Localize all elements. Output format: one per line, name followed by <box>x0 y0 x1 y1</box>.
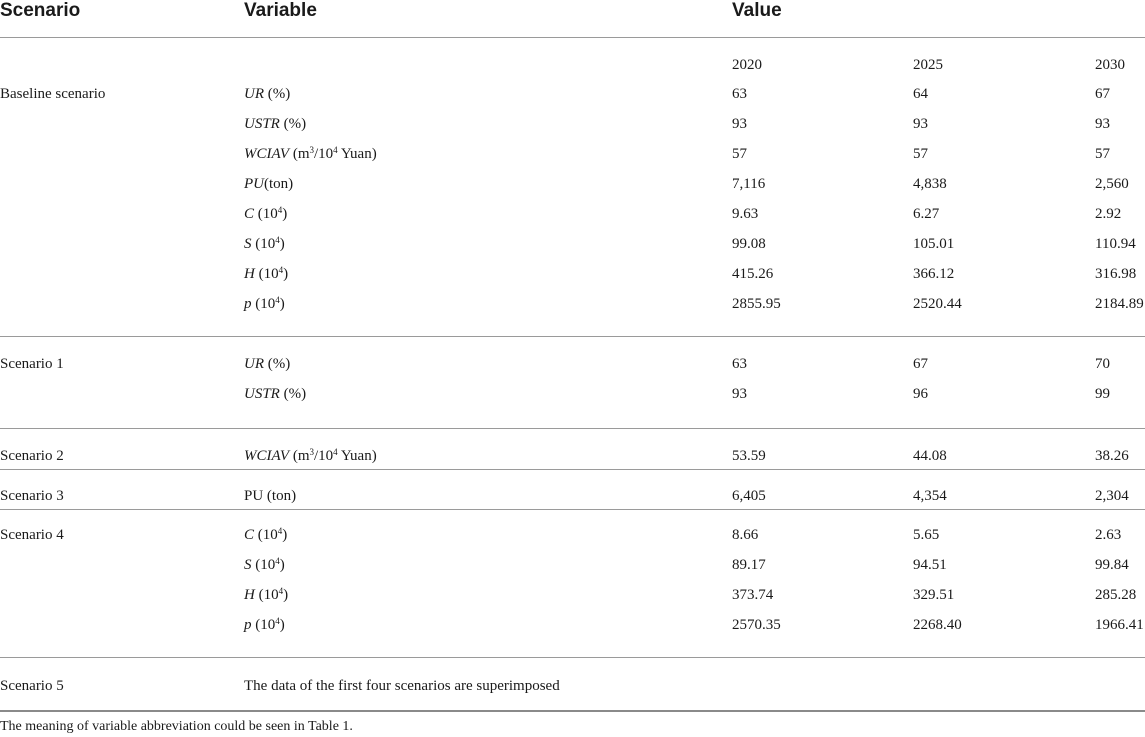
variable-unit-mid: /10 <box>314 146 334 162</box>
unit-superscript: 3 <box>309 145 314 155</box>
group-rule-3 <box>0 469 1145 470</box>
variable-unit-mid: ) <box>279 617 285 633</box>
variable-abbrev: USTR <box>244 386 280 402</box>
unit-superscript: 4 <box>277 526 283 536</box>
variable-unit: (%) <box>264 86 291 102</box>
value-cell-2020: 7,116 <box>732 176 766 192</box>
value-cell-2030: 2.63 <box>1095 527 1122 543</box>
value-cell-2030: 93 <box>1095 116 1110 132</box>
variable-abbrev: UR <box>244 86 264 102</box>
value-cell-2025: 4,354 <box>913 488 947 504</box>
value-cell-2025: 105.01 <box>913 236 955 252</box>
variable-unit-mid: ) <box>279 557 285 573</box>
value-cell-2020: 57 <box>732 146 747 162</box>
value-cell-2030: 70 <box>1095 356 1110 372</box>
variable-cell <box>244 586 288 604</box>
year-2030: 2030 <box>1095 57 1125 73</box>
unit-superscript: 4 <box>275 556 280 566</box>
unit-superscript: 4 <box>275 235 280 245</box>
table-footnote: The meaning of variable abbreviation could be seen in Table 1. <box>0 719 353 734</box>
value-cell-2020: 2570.35 <box>732 617 781 633</box>
value-cell-2025: 4,838 <box>913 176 947 192</box>
value-cell-2030: 316.98 <box>1095 266 1137 282</box>
header-scenario: Scenario <box>0 0 81 21</box>
header-value: Value <box>732 0 782 21</box>
variable-cell <box>244 295 285 313</box>
value-cell-2020: 6,405 <box>732 488 766 504</box>
group-rule-1 <box>0 336 1145 337</box>
value-cell-2025: 366.12 <box>913 266 955 282</box>
unit-superscript: 4 <box>278 265 284 275</box>
value-cell-2030: 99 <box>1095 386 1110 402</box>
variable-cell <box>244 677 560 695</box>
variable-abbrev: H <box>244 587 255 603</box>
value-cell-2020: 2855.95 <box>732 296 781 312</box>
variable-unit: (10 <box>254 587 279 603</box>
value-cell-2025: 94.51 <box>913 557 947 573</box>
variable-abbrev: C <box>244 527 255 543</box>
group-rule-5 <box>0 657 1145 658</box>
variable-abbrev: WCIAV <box>244 146 290 162</box>
group-rule-2 <box>0 428 1145 429</box>
variable-unit: (10 <box>254 527 278 543</box>
variable-abbrev: PU <box>244 176 264 192</box>
variable-cell <box>244 487 296 505</box>
variable-abbrev: C <box>244 206 255 222</box>
value-cell-2020: 99.08 <box>732 236 766 252</box>
value-cell-2030: 285.28 <box>1095 587 1137 603</box>
variable-unit-tail: Yuan) <box>337 448 377 464</box>
value-cell-2025: 2268.40 <box>913 617 962 633</box>
variable-abbrev: S <box>244 557 252 573</box>
value-cell-2020: 93 <box>732 386 747 402</box>
value-cell-2030: 38.26 <box>1095 448 1129 464</box>
variable-unit: (10 <box>254 206 278 222</box>
variable-unit-mid: ) <box>282 527 288 543</box>
scenario-cell: Scenario 1 <box>0 356 64 372</box>
variable-cell <box>244 616 285 634</box>
variable-unit-mid: ) <box>283 266 289 282</box>
unit-superscript: 4 <box>278 586 284 596</box>
variable-unit-mid: ) <box>282 206 288 222</box>
variable-unit-mid: ) <box>279 296 285 312</box>
value-cell-2020: 93 <box>732 116 747 132</box>
variable-abbrev: p <box>244 617 252 633</box>
variable-unit: (10 <box>251 557 276 573</box>
value-cell-2025: 57 <box>913 146 928 162</box>
variable-abbrev: WCIAV <box>244 448 290 464</box>
variable-cell <box>244 556 285 574</box>
variable-cell <box>244 265 288 283</box>
variable-cell <box>244 526 287 544</box>
value-cell-2030: 2,560 <box>1095 176 1129 192</box>
variable-abbrev: p <box>244 296 252 312</box>
variable-cell <box>244 145 377 163</box>
value-cell-2030: 2,304 <box>1095 488 1129 504</box>
year-2020: 2020 <box>732 57 762 73</box>
variable-cell <box>244 447 377 465</box>
variable-cell <box>244 385 306 403</box>
header-rule <box>0 37 1145 38</box>
value-cell-2025: 96 <box>913 386 928 402</box>
value-cell-2025: 6.27 <box>913 206 940 222</box>
scenario-cell: Scenario 4 <box>0 527 64 543</box>
variable-unit: The data of the first four scenarios are superimposed <box>244 678 560 694</box>
group-rule-4 <box>0 509 1145 510</box>
variable-cell <box>244 205 287 223</box>
variable-unit: (10 <box>251 236 276 252</box>
value-cell-2020: 9.63 <box>732 206 759 222</box>
scenario-cell: Scenario 5 <box>0 678 64 694</box>
variable-abbrev: H <box>244 266 255 282</box>
variable-unit-mid: ) <box>279 236 285 252</box>
value-cell-2030: 1966.41 <box>1095 617 1144 633</box>
unit-superscript: 4 <box>277 205 283 215</box>
variable-unit: (m <box>289 448 310 464</box>
variable-cell <box>244 85 290 103</box>
variable-cell <box>244 115 306 133</box>
value-cell-2030: 2.92 <box>1095 206 1122 222</box>
value-cell-2030: 110.94 <box>1095 236 1136 252</box>
value-cell-2020: 373.74 <box>732 587 774 603</box>
variable-unit: (m <box>289 146 310 162</box>
unit-superscript: 3 <box>309 447 314 457</box>
scenario-cell: Scenario 3 <box>0 488 64 504</box>
variable-unit: PU (ton) <box>244 488 297 504</box>
value-cell-2020: 63 <box>732 356 747 372</box>
variable-unit-tail: Yuan) <box>337 146 377 162</box>
variable-unit-mid: /10 <box>314 448 334 464</box>
variable-unit: (ton) <box>264 176 294 192</box>
value-cell-2025: 64 <box>913 86 928 102</box>
value-cell-2020: 8.66 <box>732 527 759 543</box>
value-cell-2020: 63 <box>732 86 747 102</box>
variable-unit: (%) <box>279 116 307 132</box>
value-cell-2025: 93 <box>913 116 928 132</box>
variable-cell <box>244 235 285 253</box>
value-cell-2025: 2520.44 <box>913 296 962 312</box>
unit-superscript: 4 <box>275 295 280 305</box>
unit-superscript-2: 4 <box>333 145 338 155</box>
variable-unit: (%) <box>264 356 291 372</box>
value-cell-2025: 329.51 <box>913 587 955 603</box>
variable-cell <box>244 355 290 373</box>
variable-unit: (%) <box>279 386 307 402</box>
value-cell-2030: 2184.89 <box>1095 296 1144 312</box>
value-cell-2020: 89.17 <box>732 557 766 573</box>
value-cell-2025: 5.65 <box>913 527 940 543</box>
year-2025: 2025 <box>913 57 943 73</box>
variable-unit-mid: ) <box>283 587 289 603</box>
unit-superscript-2: 4 <box>333 447 338 457</box>
table-bottom-rule <box>0 710 1145 712</box>
scenario-cell: Scenario 2 <box>0 448 64 464</box>
scenario-cell: Baseline scenario <box>0 86 106 102</box>
value-cell-2030: 67 <box>1095 86 1110 102</box>
variable-unit: (10 <box>251 617 276 633</box>
value-cell-2025: 44.08 <box>913 448 947 464</box>
variable-abbrev: UR <box>244 356 264 372</box>
variable-cell <box>244 175 293 193</box>
variable-unit: (10 <box>251 296 276 312</box>
variable-abbrev: USTR <box>244 116 280 132</box>
unit-superscript: 4 <box>275 616 280 626</box>
value-cell-2020: 53.59 <box>732 448 766 464</box>
header-variable: Variable <box>244 0 317 21</box>
value-cell-2030: 99.84 <box>1095 557 1129 573</box>
variable-abbrev: S <box>244 236 252 252</box>
variable-unit: (10 <box>254 266 279 282</box>
value-cell-2025: 67 <box>913 356 928 372</box>
value-cell-2030: 57 <box>1095 146 1110 162</box>
value-cell-2020: 415.26 <box>732 266 774 282</box>
